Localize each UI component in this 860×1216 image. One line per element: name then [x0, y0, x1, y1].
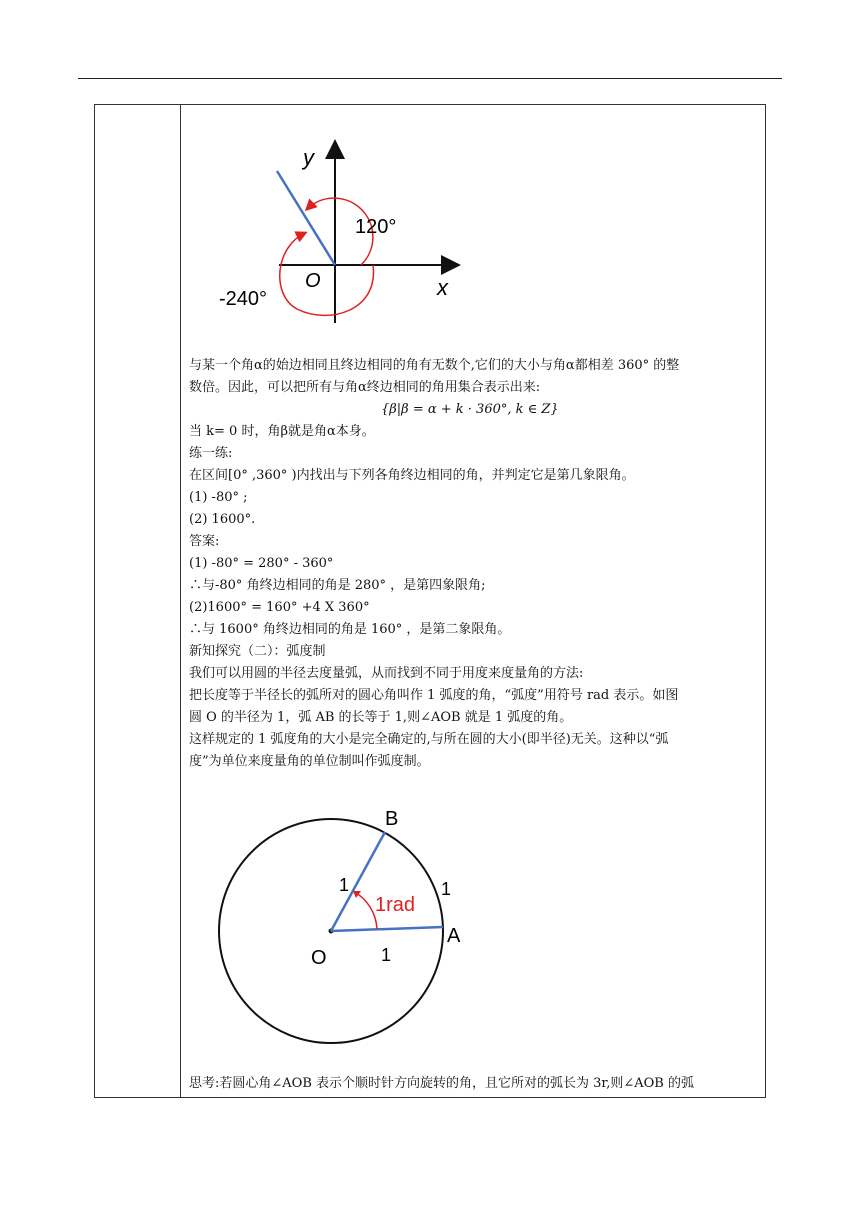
- answer-2: (2)1600° = 160° +4 X 360°: [189, 600, 370, 615]
- para1-line1: 与某一个角α的始边相同且终边相同的角有无数个,它们的大小与角α都相差 360° 的整: [189, 358, 680, 373]
- answer-2-conclusion: ∴与 1600° 角终边相同的角是 160° ，是第二象限角。: [189, 622, 511, 637]
- think-question: 思考:若圆心角∠AOB 表示个顺时针方向旋转的角，且它所对的弧长为 3r,则∠AOB 的弧: [189, 1076, 694, 1091]
- label-B: B: [385, 808, 399, 830]
- k-zero-note: 当 k= 0 时，角β就是角α本身。: [189, 424, 375, 439]
- table-left-column: [95, 105, 181, 1097]
- arc-neg-240: [280, 233, 374, 315]
- angle-120-label: 120°: [355, 216, 397, 238]
- coterminal-angle-figure: [219, 135, 479, 335]
- y-label: y: [303, 145, 314, 170]
- angle-neg-240-label: -240°: [219, 288, 268, 310]
- answer-1-conclusion: ∴与-80° 角终边相同的角是 280° ，是第四象限角;: [189, 578, 486, 593]
- question-1: (1) -80° ;: [189, 490, 248, 505]
- answer-title: 答案:: [189, 534, 220, 549]
- question-2: (2) 1600°.: [189, 512, 256, 527]
- para2: 我们可以用圆的半径去度量弧，从而找到不同于用度来度量角的方法:: [189, 666, 584, 681]
- radius-label-OA: 1: [381, 945, 392, 965]
- radius-label-OB: 1: [339, 875, 350, 895]
- para4-line2: 度”为单位来度量角的单位制叫作弧度制。: [189, 754, 430, 769]
- header-rule: [78, 78, 782, 79]
- para1-line2: 数倍。因此，可以把所有与角α终边相同的角用集合表示出来:: [189, 380, 541, 395]
- section-title: 新知探究（二）：弧度制: [189, 644, 326, 659]
- angle-1rad-label: 1rad: [375, 894, 416, 916]
- lesson-table: [94, 104, 766, 1098]
- para3-line2: 圆 O 的半径为 1，弧 AB 的长等于 1,则∠AOB 就是 1 弧度的角。: [189, 710, 573, 725]
- coterminal-set-formula: {β|β = α + k · 360°, k ∈ Z}: [381, 402, 559, 417]
- x-label: x: [437, 275, 448, 300]
- origin-label: O: [305, 270, 321, 292]
- arc-length-label: 1: [441, 879, 452, 899]
- para4-line1: 这样规定的 1 弧度角的大小是完全确定的,与所在圆的大小(即半径)无关。这种以“弧: [189, 732, 669, 747]
- table-content-cell: [189, 105, 763, 1097]
- radian-figure: [209, 799, 489, 1049]
- answer-1: (1) -80° = 280° - 360°: [189, 556, 334, 571]
- practice-title: 练一练:: [189, 446, 233, 461]
- label-A: A: [447, 925, 461, 947]
- angle-arrowhead: [353, 891, 361, 898]
- radius-OA: [331, 927, 443, 931]
- para3-line1: 把长度等于半径长的弧所对的圆心角叫作 1 弧度的角，“弧度”用符号 rad 表示。如图: [189, 688, 679, 703]
- practice-question: 在区间[0° ,360° )内找出与下列各角终边相同的角，并判定它是第几象限角。: [189, 468, 635, 483]
- label-O: O: [311, 947, 327, 969]
